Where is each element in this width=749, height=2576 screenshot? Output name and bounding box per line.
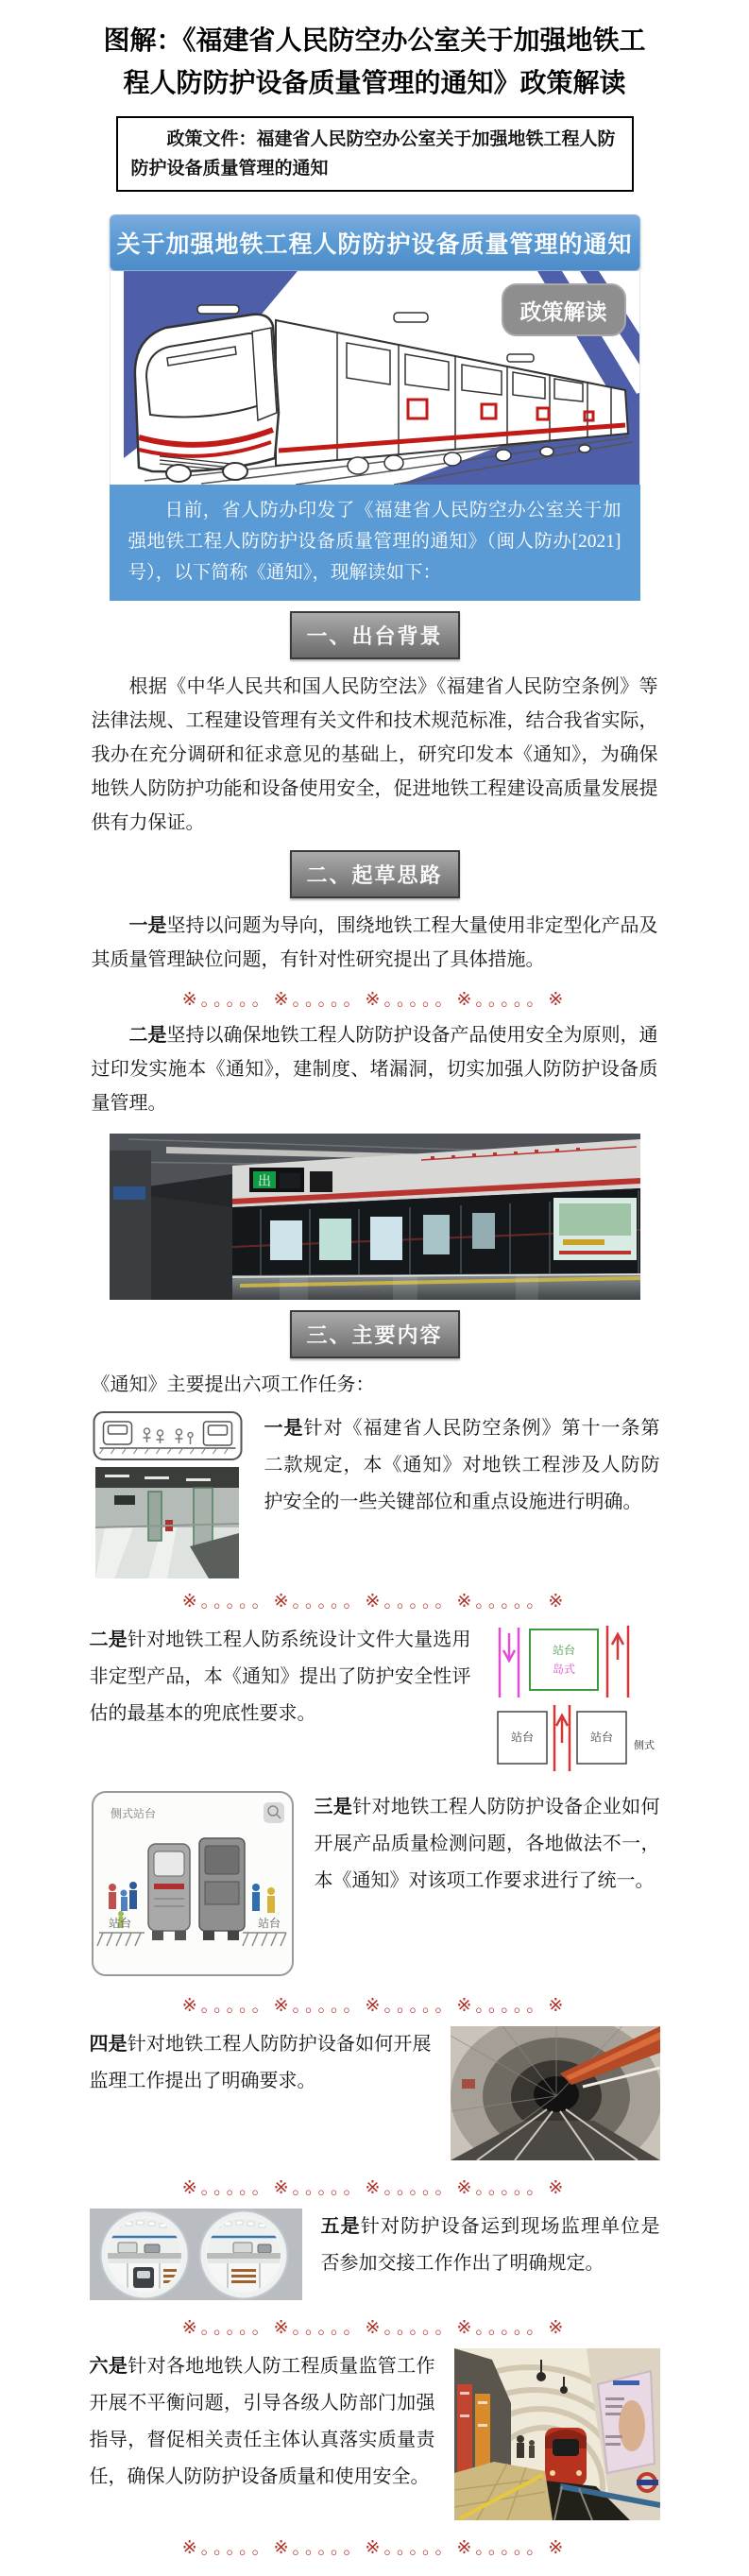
trains-and-passengers-cartoon [90,1789,296,1978]
task-6-text [90,2348,435,2496]
section2-paragraph-1 [92,909,658,977]
section2-paragraph-2 [92,1018,658,1120]
platform-sketch-drawing [90,1410,246,1461]
cartoon-right-label: 站台 [257,1917,281,1930]
cartoon-title-label: 侧式站台 [110,1807,156,1820]
side-platform-left-label: 站台 [510,1731,534,1744]
station-hall-photo [95,1467,239,1578]
task-3-text [315,1789,660,1900]
task-5-row [90,2209,660,2305]
task-6-row [90,2348,660,2525]
metro-train-illustration [110,271,640,485]
task-text: 针对防护设备运到现场监理单位是否参加交接工作作出了明确规定。 [320,2216,660,2274]
paragraph-lead: 一是 [128,915,167,936]
decorative-separator: ※。。。。。※。。。。。※。。。。。※。。。。。※ [181,1996,568,2016]
section3-intro: 《通知》主要提出六项工作任务： [91,1374,375,1395]
platform-screen-doors-photo [110,1134,640,1300]
decorative-separator: ※。。。。。※。。。。。※。。。。。※。。。。。※ [181,2318,568,2338]
task-text: 针对《福建省人民防空条例》第十一条第二款规定，本《通知》对地铁工程涉及人防防护安全的一些关键部位和重点设施进行明确。 [264,1418,660,1512]
task-3-row [90,1789,660,1983]
task-5-text [321,2209,660,2282]
decorative-separator: ※。。。。。※。。。。。※。。。。。※。。。。。※ [181,990,568,1010]
banner-title-bar: 关于加强地铁工程人防防护设备质量管理的通知 [110,214,640,271]
task-text: 针对各地地铁人防工程质量监管工作开展不平衡问题，引导各级人防部门加强指导，督促相关责任主体认真落实质量责任，确保人防防护设备质量和使用安全。 [89,2356,435,2487]
task-lead: 二是 [89,1629,128,1650]
side-platform-right-label: 站台 [589,1731,613,1744]
task-lead: 五是 [320,2216,361,2237]
section-heading-3: 三、主要内容 [290,1310,460,1358]
metro-tunnel-photo [451,2026,660,2160]
decorative-separator: ※。。。。。※。。。。。※。。。。。※。。。。。※ [181,2178,568,2198]
task-2-text [90,1622,471,1732]
task-text: 针对地铁工程人防防护设备企业如何开展产品质量检测问题，各地做法不一，本《通知》对该项工作要求进行了统一。 [314,1797,660,1891]
platform-types-diagram [490,1622,660,1780]
decorative-separator: ※。。。。。※。。。。。※。。。。。※。。。。。※ [181,2538,568,2558]
paragraph-text: 坚持以问题为导向，围绕地铁工程大量使用非定型化产品及其质量管理缺位问题，有针对性研究提出了具体措施。 [91,915,658,970]
task-2-row [90,1622,660,1780]
task-1-text [264,1410,660,1521]
task-4-text [90,2026,432,2100]
paragraph-lead: 二是 [128,1025,167,1046]
page-title: 图解：《福建省人民防空办公室关于加强地铁工程人防防护设备质量管理的通知》政策解读 [103,26,646,97]
task-4-row [90,2026,660,2165]
island-type-label: 岛式 [552,1663,575,1676]
cartoon-left-label: 站台 [108,1917,131,1930]
station-diagram-figure [90,1410,246,1578]
side-platform-cartoon [90,1789,296,1983]
paragraph-text: 坚持以确保地铁工程人防防护设备产品使用安全为原则，通过印发实施本《通知》，建制度、堵漏洞，切实加强人防防护设备质量管理。 [91,1025,658,1114]
section-heading-2: 二、起草思路 [290,850,460,898]
decorative-separator: ※。。。。。※。。。。。※。。。。。※。。。。。※ [181,1592,568,1612]
island-platform-label: 站台 [552,1644,575,1657]
tunnel-photo [451,2026,660,2165]
island-side-platform-diagram [490,1622,660,1775]
tube-station-with-red-train-photo [454,2348,660,2520]
double-deck-tunnel-cross-sections [90,2209,302,2300]
task-text: 针对地铁工程人防防护设备如何开展监理工作提出了明确要求。 [89,2034,432,2091]
task-lead: 三是 [314,1797,353,1817]
task-lead: 六是 [89,2356,128,2377]
underground-station-photo [454,2348,660,2525]
side-type-label: 侧式 [633,1740,655,1751]
policy-file-box: 政策文件：福建省人民防空办公室关于加强地铁工程人防防护设备质量管理的通知 [116,116,634,192]
section1-paragraph: 根据《中华人民共和国人民防空法》《福建省人民防空条例》等法律法规、工程建设管理有关文件和技术规范标准，结合我省实际，我办在充分调研和征求意见的基础上，研究印发本《通知》，为确保地铁人防防护功能和设备使用安全，促进地铁工程建设高质量发展提供有力保证。 [91,676,658,833]
tunnel-cross-section-figure [90,2209,302,2305]
task-lead: 四是 [89,2034,128,2055]
section-heading-1: 一、出台背景 [290,611,460,659]
task-text: 针对地铁工程人防系统设计文件大量选用非定型产品，本《通知》提出了防护安全性评估的最基本的兜底性要求。 [89,1629,471,1724]
banner-intro-text: 日前，省人防办印发了《福建省人民防空办公室关于加强地铁工程人防防护设备质量管理的通知》（闽人防办[2021]号），以下简称《通知》，现解读如下： [110,485,640,601]
policy-interpretation-badge: 政策解读 [502,283,626,336]
exit-sign-text: 出 [257,1175,271,1189]
task-lead: 一是 [264,1418,304,1439]
banner [110,214,640,601]
task-1-row [90,1410,660,1578]
